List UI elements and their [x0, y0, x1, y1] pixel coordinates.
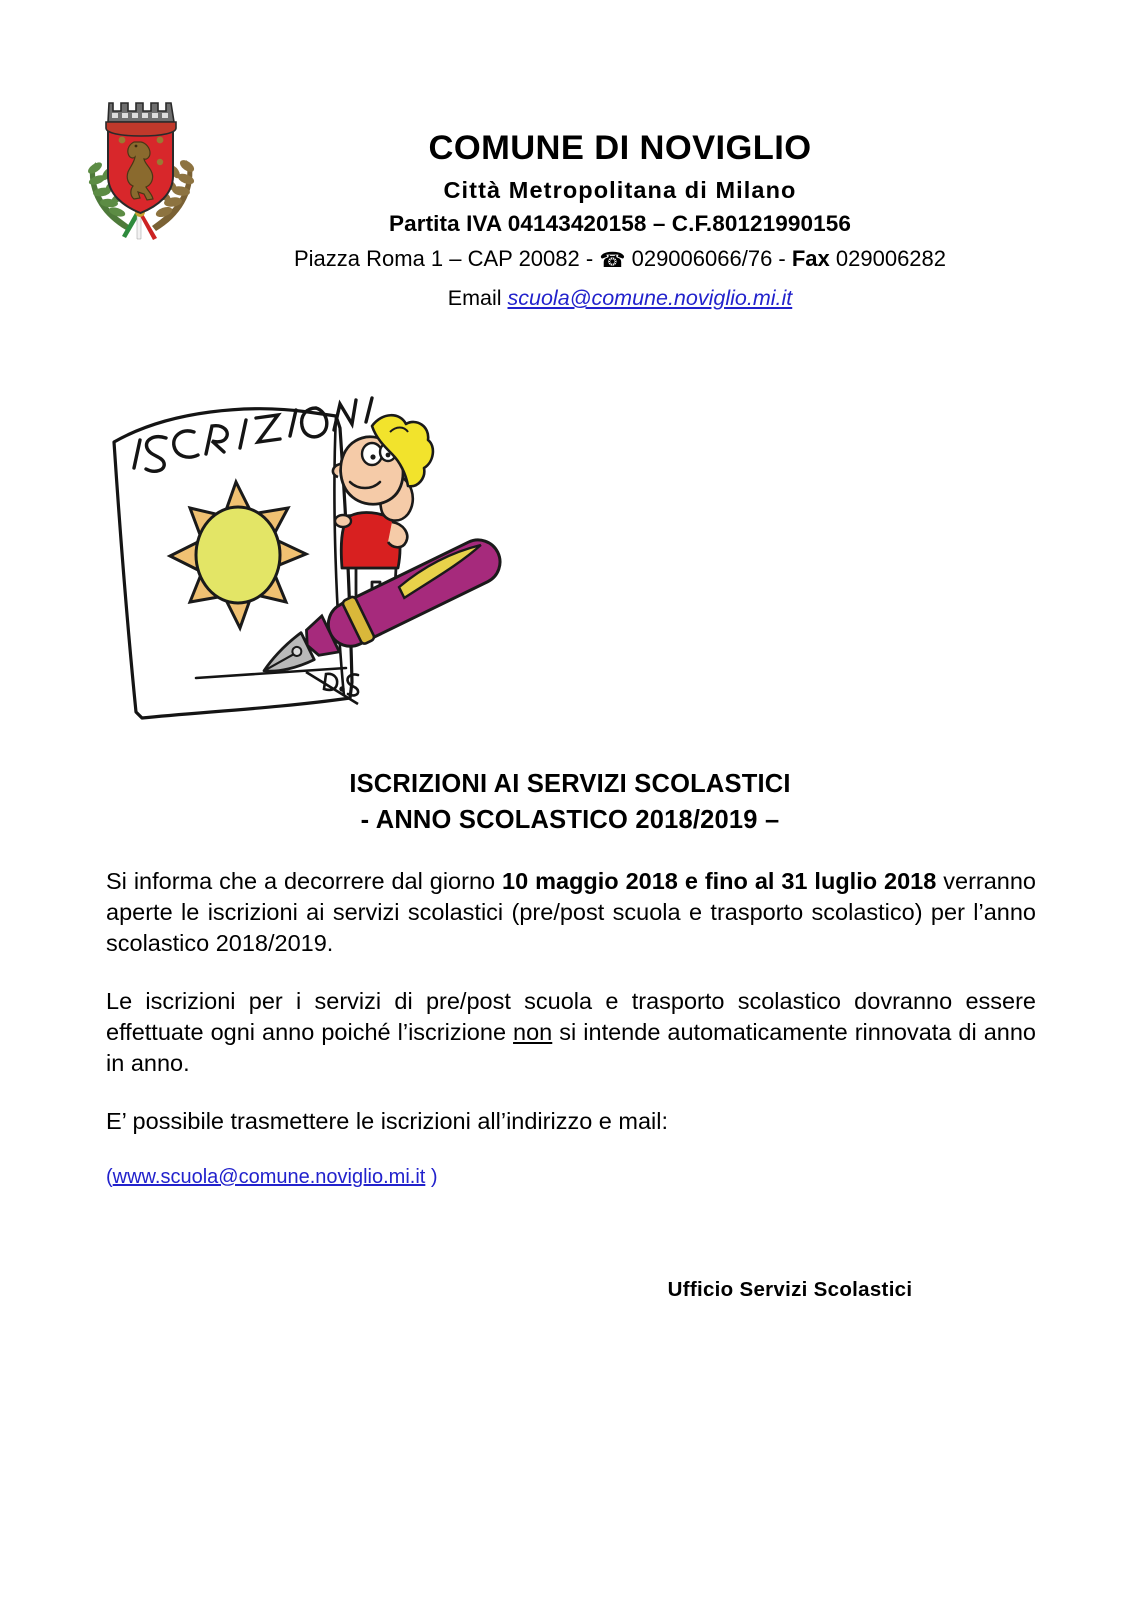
body-content — [106, 866, 1036, 1190]
letterhead-text — [205, 128, 1035, 275]
emphasis-non: non — [513, 1019, 553, 1046]
paragraph-annual-renewal — [106, 986, 1036, 1079]
fax-label: Fax — [791, 245, 830, 271]
iscrizioni-clipart — [100, 382, 520, 722]
address-contact-line — [205, 242, 1035, 276]
enrollment-period-dates: 10 maggio 2018 e fino al 31 luglio 2018 — [502, 868, 937, 894]
paragraph-submission-address: E’ possibile trasmettere le iscrizioni all’indirizzo e mail: — [106, 1108, 669, 1135]
email-label: Email — [447, 286, 508, 310]
phone-number: 029006066/76 - — [625, 245, 792, 271]
paragraph-1-text-a: Si informa che a decorrere dal giorno — [106, 868, 503, 894]
paragraph-2-text-a: Le iscrizioni per i servizi di pre/post scuola e trasporto scolastico dovranno essere effettuate ogni anno poiché l’iscrizione — [106, 988, 1036, 1046]
email-link[interactable]: scuola@comune.noviglio.mi.it — [507, 286, 793, 310]
telephone-icon: ☎ — [599, 248, 626, 272]
paren-close: ) — [425, 1166, 438, 1189]
organization-subtitle: Città Metropolitana di Milano — [443, 176, 797, 203]
organization-name: COMUNE DI NOVIGLIO — [428, 129, 812, 167]
email-line — [205, 286, 1035, 311]
page-title-line-1: ISCRIZIONI AI SERVIZI SCOLASTICI — [349, 770, 791, 798]
paragraph-enrollment-dates — [106, 866, 1036, 959]
paren-open: ( — [106, 1166, 113, 1189]
office-signature: Ufficio Servizi Scolastici — [667, 1278, 913, 1301]
address-text: Piazza Roma 1 – CAP 20082 - — [293, 245, 600, 271]
paragraph-2-text-b: si intende automaticamente rinnovata di anno in anno. — [106, 1019, 1036, 1077]
paragraph-1-text-b: verranno aperte le iscrizioni ai servizi scolastici (pre/post scuola e trasporto scolastico) per l’anno scolastico 2018/2019. — [106, 868, 1036, 957]
coat-of-arms-icon — [78, 86, 203, 256]
page-title-line-2: - ANNO SCOLASTICO 2018/2019 – — [360, 806, 780, 835]
fax-number: 029006282 — [829, 245, 947, 271]
vat-tax-line: Partita IVA 04143420158 – C.F.80121990156 — [389, 210, 851, 236]
submission-email-link[interactable]: www.scuola@comune.noviglio.mi.it — [112, 1166, 426, 1189]
page-title — [105, 766, 1035, 838]
submission-email-line — [106, 1164, 1036, 1190]
